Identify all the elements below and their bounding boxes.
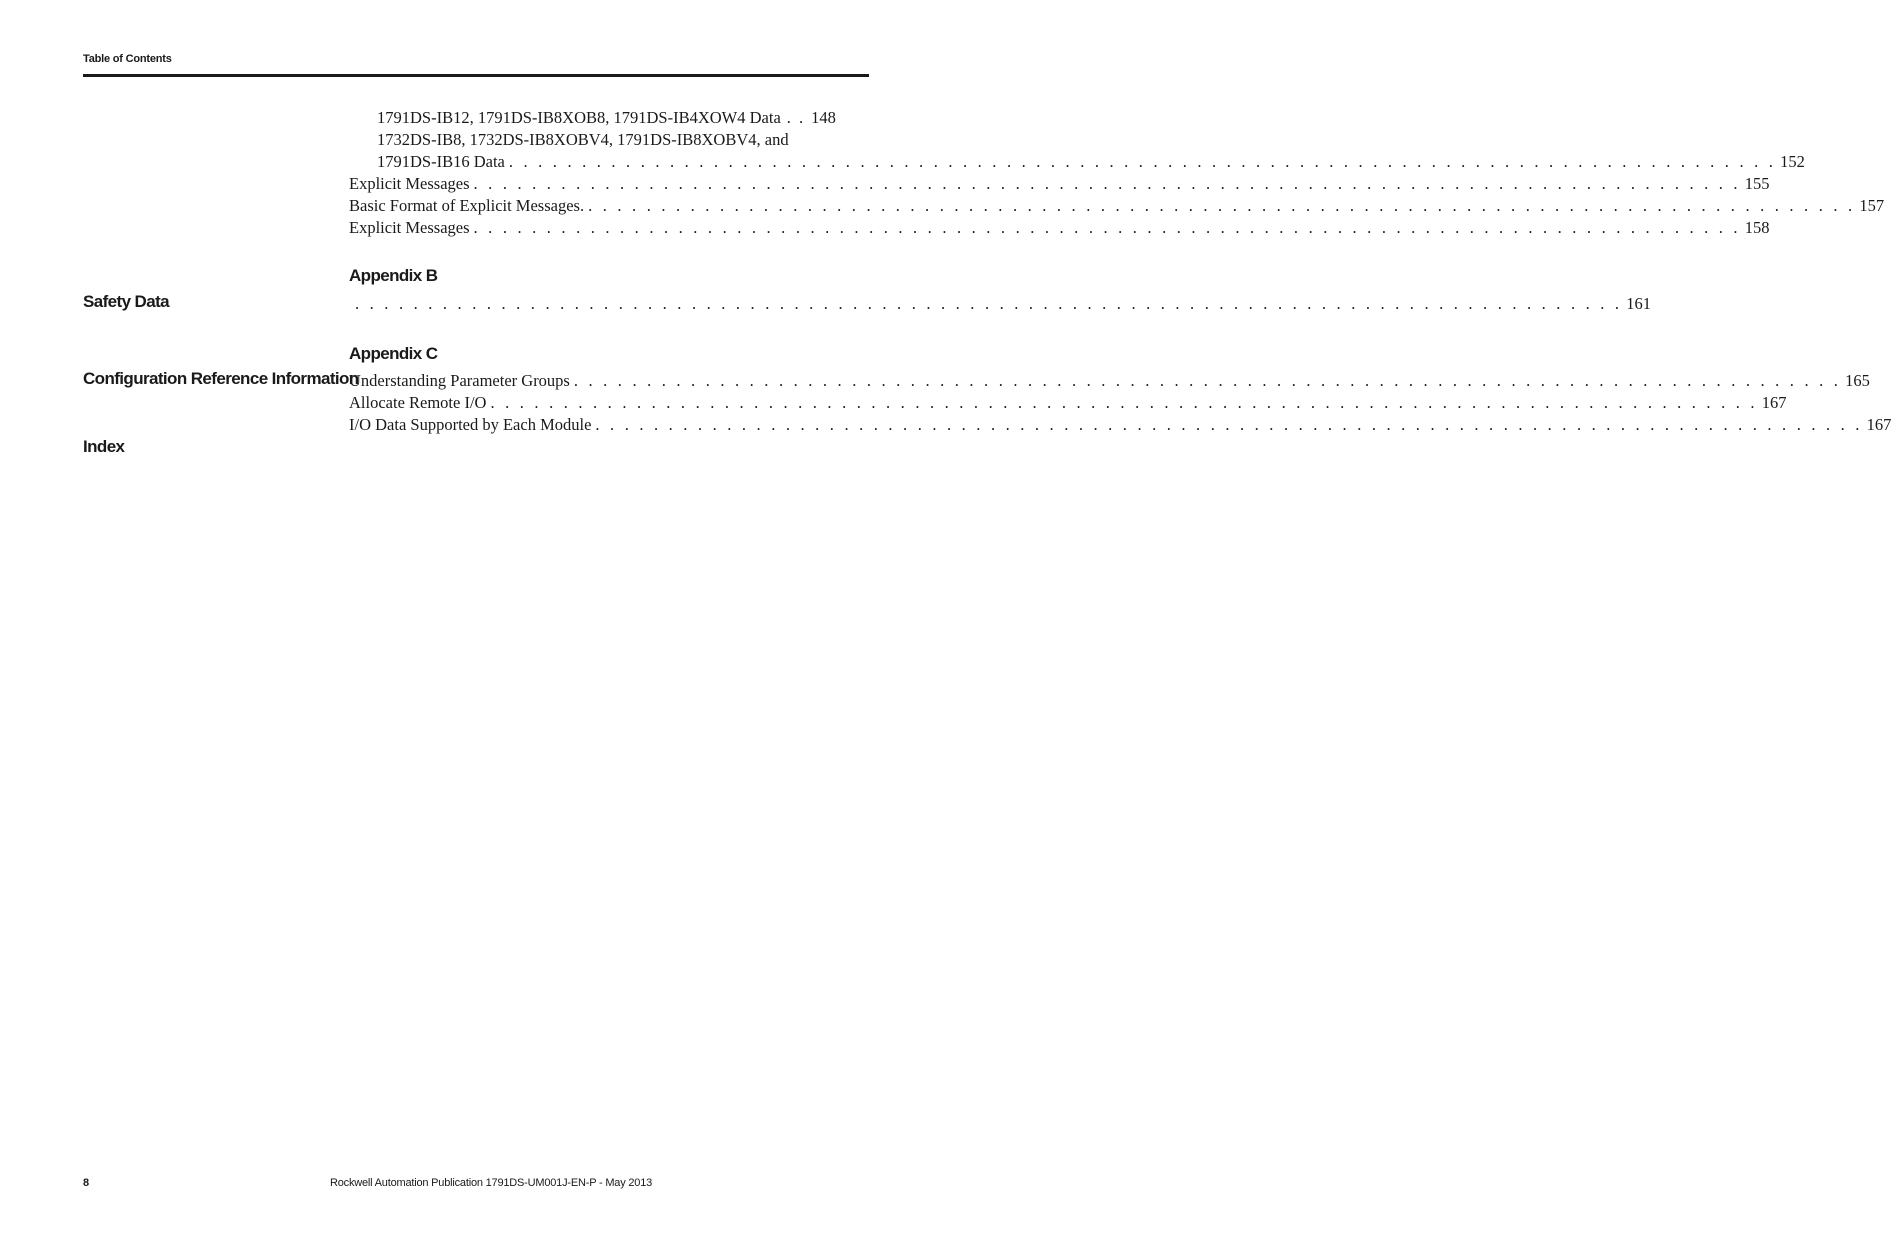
dot-leader: . . . . . . . . . . . . . . . . . . . . . . . . . . . . . . . . . . . . . . . . . . . . . . . . . . . . . . . . . . . . . . . . . . . . . . . . . . . . . . . . . . . . . . . xyxy=(508,152,1777,171)
toc-entry[interactable] xyxy=(377,107,869,129)
toc-entry-title-line: 1732DS-IB8, 1732DS-IB8XOBV4, 1791DS-IB8XOBV4, and xyxy=(377,130,789,149)
toc-entry-title: Understanding Parameter Groups xyxy=(349,371,570,390)
toc-entry[interactable] xyxy=(349,370,1870,392)
dot-leader: . . . . . . . . . . . . . . . . . . . . . . . . . . . . . . . . . . . . . . . . . . . . . . . . . . . . . . . . . . . . . . . . . . . . . . . . . . . . . . . . . . . . . . . xyxy=(595,415,1863,434)
running-header: Table of Contents xyxy=(83,53,172,65)
toc-entry[interactable] xyxy=(349,217,1770,239)
appendix-b-label: Appendix B xyxy=(349,266,438,285)
chapter-title-index[interactable]: Index xyxy=(83,437,125,456)
dot-leader: . . xyxy=(786,108,806,127)
toc-entry-page: 167 xyxy=(1761,393,1787,412)
dot-leader: . . . . . . . . . . . . . . . . . . . . . . . . . . . . . . . . . . . . . . . . . . . . . . . . . . . . . . . . . . . . . . . . . . . . . . . . . . . . . . . . . . . . . . . xyxy=(573,371,1842,390)
footer-publication: Rockwell Automation Publication 1791DS-UM001J-EN-P - May 2013 xyxy=(330,1177,653,1189)
toc-entry[interactable] xyxy=(349,293,1651,315)
toc-entry-page: 161 xyxy=(1626,294,1651,313)
toc-entry-title: Explicit Messages xyxy=(349,218,470,237)
header-rule xyxy=(83,74,869,77)
toc-entry[interactable] xyxy=(349,414,1891,436)
chapter-title-safety-data[interactable]: Safety Data xyxy=(83,292,169,311)
dot-leader: . . . . . . . . . . . . . . . . . . . . . . . . . . . . . . . . . . . . . . . . . . . . . . . . . . . . . . . . . . . . . . . . . . . . . . . . . . . . . . . . . . . . . . . xyxy=(355,294,1623,313)
toc-entry[interactable] xyxy=(349,392,1787,414)
toc-entry-page: 165 xyxy=(1845,371,1870,390)
dot-leader: . . . . . . . . . . . . . . . . . . . . . . . . . . . . . . . . . . . . . . . . . . . . . . . . . . . . . . . . . . . . . . . . . . . . . . . . . . . . . . . . . . . . . . . xyxy=(490,393,1758,412)
toc-entry-page: 167 xyxy=(1866,415,1891,434)
toc-entry-page: 157 xyxy=(1859,196,1885,215)
chapter-title-configuration-reference[interactable]: Configuration Reference Information xyxy=(83,369,359,388)
toc-entry-title: Explicit Messages xyxy=(349,174,470,193)
dot-leader: . . . . . . . . . . . . . . . . . . . . . . . . . . . . . . . . . . . . . . . . . . . . . . . . . . . . . . . . . . . . . . . . . . . . . . . . . . . . . . . . . . . . . . . xyxy=(473,174,1741,193)
toc-entry[interactable] xyxy=(349,173,1770,195)
toc-entry-page: 155 xyxy=(1744,174,1770,193)
toc-entry[interactable] xyxy=(377,151,1805,173)
toc-entry-title: 1791DS-IB12, 1791DS-IB8XOB8, 1791DS-IB4XOW4 Data xyxy=(377,108,781,127)
toc-entry-page: 152 xyxy=(1780,152,1805,171)
toc-entry-title: I/O Data Supported by Each Module xyxy=(349,415,592,434)
dot-leader: . . . . . . . . . . . . . . . . . . . . . . . . . . . . . . . . . . . . . . . . . . . . . . . . . . . . . . . . . . . . . . . . . . . . . . . . . . . . . . . . . . . . . . . xyxy=(588,196,1856,215)
dot-leader: . . . . . . . . . . . . . . . . . . . . . . . . . . . . . . . . . . . . . . . . . . . . . . . . . . . . . . . . . . . . . . . . . . . . . . . . . . . . . . . . . . . . . . . xyxy=(473,218,1741,237)
toc-entry-page: 148 xyxy=(811,108,836,127)
toc-entry-page: 158 xyxy=(1744,218,1770,237)
toc-entry-title: 1791DS-IB16 Data xyxy=(377,152,505,171)
toc-entry-title: Allocate Remote I/O xyxy=(349,393,487,412)
toc-entry-title: Basic Format of Explicit Messages. xyxy=(349,196,585,215)
toc-entry[interactable] xyxy=(349,195,1885,217)
appendix-c-label: Appendix C xyxy=(349,344,438,363)
footer-page-number: 8 xyxy=(83,1177,90,1189)
